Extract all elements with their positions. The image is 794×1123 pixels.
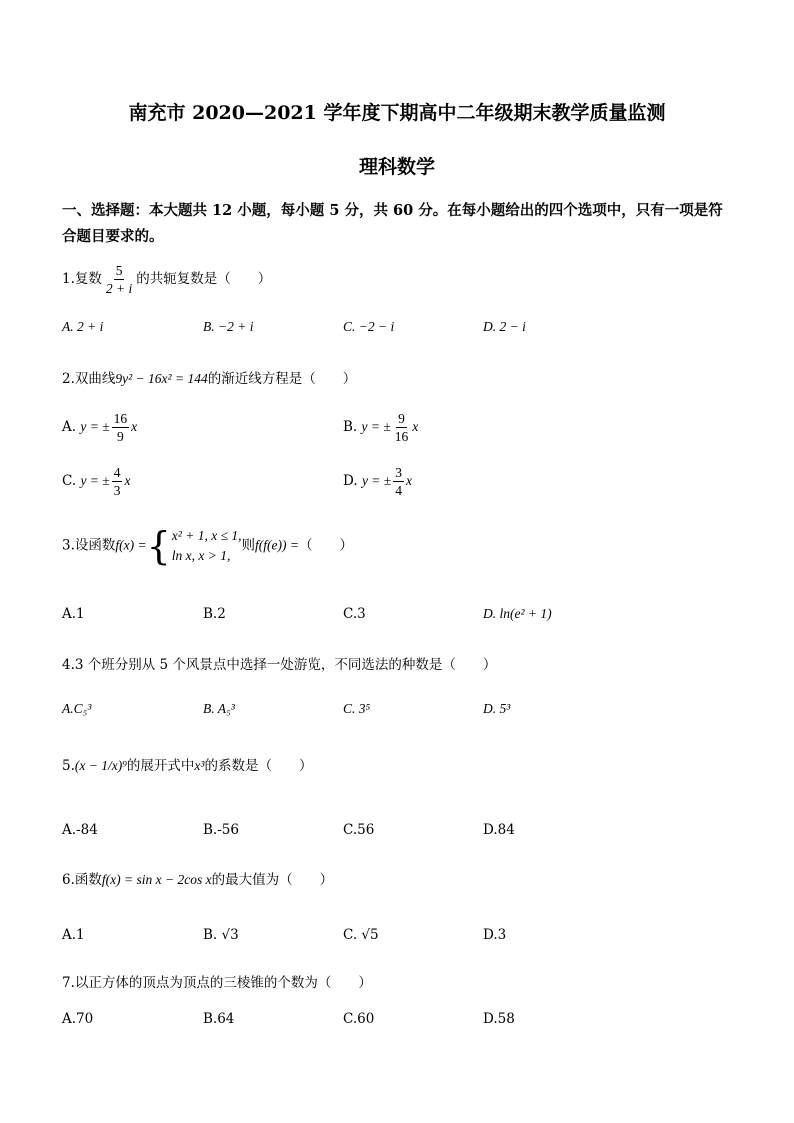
q3-fx: f(x) = bbox=[115, 537, 147, 553]
q2-d-num: 3 bbox=[395, 465, 402, 480]
q1-option-c: C. −2 − i bbox=[343, 319, 395, 334]
q2-a-var: x bbox=[131, 419, 138, 434]
q3-suffix: （ ） bbox=[298, 537, 353, 554]
q4-option-d: D. 5³ bbox=[483, 701, 511, 716]
question-4: 4.3 个班分别从 5 个风景点中选择一处游览，不同选法的种数是（ ） bbox=[62, 657, 497, 673]
q5-term: x³ bbox=[194, 758, 205, 773]
q1-fraction bbox=[104, 262, 134, 297]
q2-suffix: 的渐近线方程是（ ） bbox=[207, 371, 357, 387]
question-6 bbox=[62, 868, 333, 888]
q6-option-a: A.1 bbox=[62, 927, 85, 943]
q4-option-b: B. A₅³ bbox=[203, 701, 235, 716]
q3-cases bbox=[172, 526, 242, 566]
q3-case-1: x² + 1, x ≤ 1, bbox=[171, 528, 242, 543]
q3-option-d: D. ln(e² + 1) bbox=[483, 606, 552, 621]
q1-denominator: 2 + i bbox=[105, 281, 133, 296]
q2-option-c bbox=[62, 464, 130, 499]
q4-option-c: C. 3⁵ bbox=[343, 701, 371, 716]
q6-option-b: B. √3 bbox=[203, 927, 239, 943]
q1-option-d: D. 2 − i bbox=[483, 319, 526, 334]
q2-expression: 9y² − 16x² = 144 bbox=[115, 371, 208, 386]
q2-option-d bbox=[343, 464, 412, 499]
q6-option-c: C. √5 bbox=[343, 927, 379, 943]
q6-expression: f(x) = sin x − 2cos x bbox=[101, 872, 212, 887]
question-1 bbox=[62, 262, 271, 297]
question-2 bbox=[62, 367, 356, 387]
q1-option-b: B. −2 + i bbox=[203, 319, 254, 334]
q2-d-label: D. bbox=[343, 473, 358, 489]
q7-option-b: B.64 bbox=[203, 1011, 235, 1027]
q2-d-lhs: y = ± bbox=[361, 473, 392, 488]
q1-numerator: 5 bbox=[115, 263, 123, 278]
q6-suffix: 的最大值为（ ） bbox=[211, 872, 334, 888]
question-5 bbox=[62, 754, 312, 774]
q2-d-var: x bbox=[405, 473, 412, 488]
q5-option-b: B.-56 bbox=[203, 822, 239, 838]
q3-brace: { bbox=[146, 524, 171, 568]
q3-option-a: A.1 bbox=[62, 606, 85, 622]
q2-c-den: 3 bbox=[113, 483, 121, 498]
q2-prefix: 2.双曲线 bbox=[62, 371, 116, 387]
q2-b-label: B. bbox=[343, 419, 358, 435]
q4-option-a: A.C₅³ bbox=[62, 701, 92, 716]
q2-b-num: 9 bbox=[398, 411, 405, 426]
q3-prefix: 3.设函数 bbox=[62, 537, 116, 554]
page-subtitle: 理科数学 bbox=[358, 156, 435, 178]
section-heading: 一、选择题：本大题共 12 小题，每小题 5 分，共 60 分。在每小题给出的四个选项中，只有一项是符合题目要求的。 bbox=[62, 202, 723, 245]
q6-prefix: 6.函数 bbox=[62, 872, 102, 888]
q5-option-d: D.84 bbox=[483, 822, 515, 838]
question-3 bbox=[62, 526, 353, 566]
q2-a-num: 16 bbox=[113, 411, 128, 426]
q3-case-2: ln x, x > 1, bbox=[171, 548, 231, 563]
q7-option-d: D.58 bbox=[483, 1011, 515, 1027]
q3-option-b: B.2 bbox=[203, 606, 226, 622]
question-7: 7.以正方体的顶点为顶点的三棱锥的个数为（ ） bbox=[62, 975, 372, 991]
q1-option-a: A. 2 + i bbox=[62, 319, 104, 334]
q2-a-lhs: y = ± bbox=[80, 419, 110, 434]
q3-ffe: f(f(e)) = bbox=[254, 537, 299, 553]
page-title: 南充市 2020—2021 学年度下期高中二年级期末教学质量监测 bbox=[128, 102, 666, 124]
q5-prefix: 5. bbox=[62, 758, 75, 774]
q2-c-lhs: y = ± bbox=[80, 473, 110, 488]
q2-c-label: C. bbox=[62, 473, 77, 489]
q2-a-den: 9 bbox=[116, 429, 124, 444]
q2-a-label: A. bbox=[62, 419, 77, 435]
q2-d-den: 4 bbox=[395, 483, 402, 498]
q5-suffix: 的系数是（ ） bbox=[204, 758, 313, 774]
q2-c-num: 4 bbox=[113, 465, 121, 480]
q5-expression: (x − 1/x)⁹ bbox=[74, 758, 127, 773]
q5-option-c: C.56 bbox=[343, 822, 375, 838]
q2-option-b bbox=[343, 410, 418, 445]
q7-option-c: C.60 bbox=[343, 1011, 375, 1027]
q2-b-den: 16 bbox=[394, 429, 409, 444]
q2-b-lhs: y = ± bbox=[361, 419, 391, 434]
q3-middle: 则 bbox=[241, 537, 255, 554]
q1-prefix: 1.复数 bbox=[62, 271, 102, 287]
q1-suffix: 的共轭复数是（ ） bbox=[136, 271, 272, 287]
q2-b-var: x bbox=[412, 419, 419, 434]
q2-c-var: x bbox=[124, 473, 131, 488]
q5-middle: 的展开式中 bbox=[126, 758, 195, 774]
q7-option-a: A.70 bbox=[62, 1011, 94, 1027]
q5-option-a: A.-84 bbox=[62, 822, 98, 838]
q2-option-a bbox=[62, 410, 137, 445]
q3-option-c: C.3 bbox=[343, 606, 366, 622]
q6-option-d: D.3 bbox=[483, 927, 507, 943]
